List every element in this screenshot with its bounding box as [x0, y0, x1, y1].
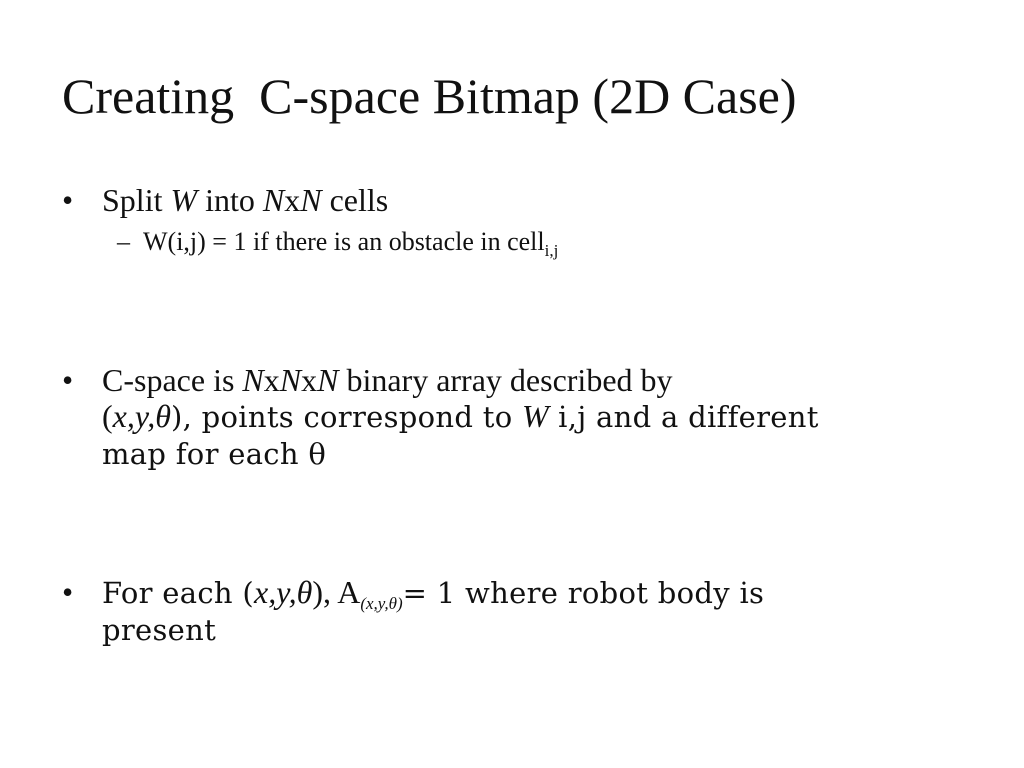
sub-bullet-text: W(i,j) = 1 if there is an obstacle in cell: [143, 227, 545, 256]
bullet-marker: •: [62, 182, 74, 218]
sub-bullet-obstacle: [117, 226, 558, 258]
bullet-split-w: [62, 182, 982, 222]
slide-title: Creating C-space Bitmap (2D Case): [62, 68, 797, 124]
bullet-marker: •: [62, 574, 74, 610]
a-subscript: (x,y,θ): [360, 594, 403, 613]
bullet-text: For each (x,y,θ), $A_{(x,y,\theta)}= 1$ where robot body is present: [102, 574, 765, 647]
bullet-cspace-array: [62, 362, 982, 482]
sub-bullet-subscript: i,j: [544, 241, 559, 260]
bullet-robot-body: [62, 574, 982, 654]
sub-bullet-marker: –: [117, 227, 130, 256]
bullet-marker: •: [62, 362, 74, 398]
bullet-text: Split W into NxN cells: [102, 182, 389, 218]
bullet-text: C-space is NxNxN binary array described by (x,y,θ), points correspond to W i,j and a different map for each θ: [102, 362, 819, 471]
